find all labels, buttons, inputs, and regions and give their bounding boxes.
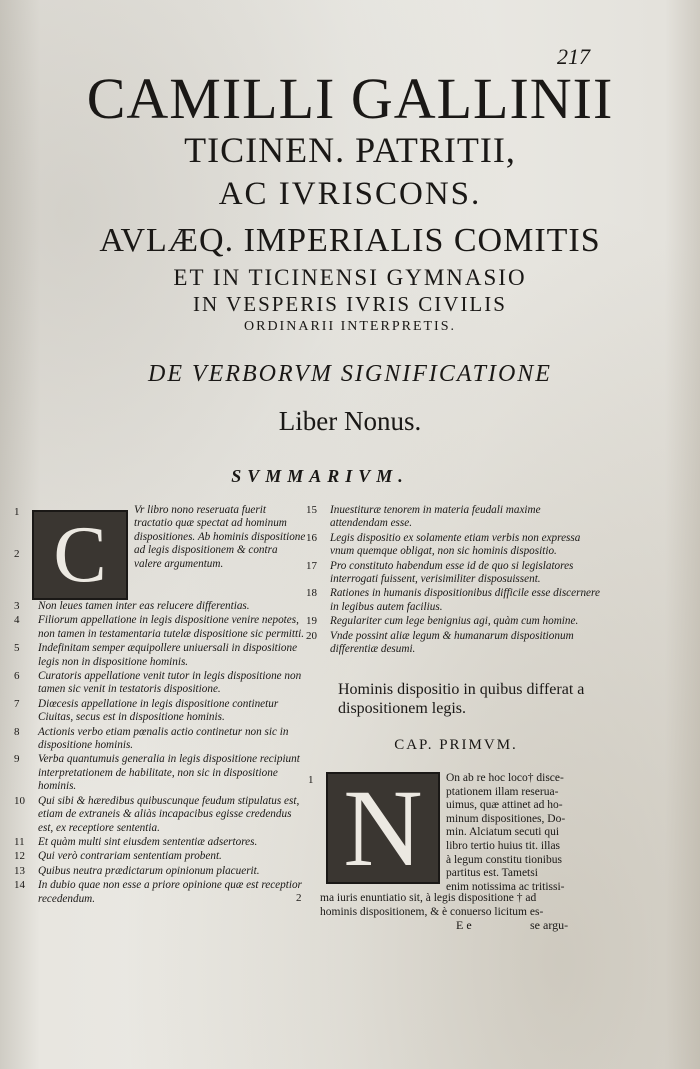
summary-item xyxy=(14,879,306,906)
summary-item xyxy=(306,630,600,657)
summary-text: In dubio quae non esse a priore opinione quæ est receptior recedendum. xyxy=(38,879,302,905)
title-origin: TICINEN. PATRITII, xyxy=(184,130,516,170)
summary-item xyxy=(14,865,306,878)
summary-number: 14 xyxy=(14,879,25,892)
work-subtitle: DE VERBORVM SIGNIFICATIONE xyxy=(148,361,552,387)
title-rank: AVLÆQ. IMPERIALIS COMITIS xyxy=(99,222,601,259)
summary-number: 1 xyxy=(14,506,20,518)
body-text-beside-initial xyxy=(446,772,600,894)
summary-heading: SVMMARIVM. xyxy=(231,466,409,486)
section-heading: Hominis dispositio in quibus differat a dispositionem legis. xyxy=(338,681,585,717)
text-line: min. Alciatum secuti qui xyxy=(446,826,560,839)
summary-text: Pro constituto habendum esse id de quo si legislatores interrogati fuissent, verisimiliter disposuissent. xyxy=(330,559,574,586)
text-line: partitus est. Tametsi xyxy=(446,867,538,880)
title-gymnasium: ET IN TICINENSI GYMNASIO xyxy=(173,265,527,290)
summary-number: 11 xyxy=(14,835,25,848)
summary-item xyxy=(306,504,600,531)
summary-text: Qui verò contrariam sententiam probent. xyxy=(38,850,222,863)
summary-number: 17 xyxy=(306,559,317,572)
summary-text: Quibus neutra prædictarum opinionum placuerit. xyxy=(38,864,260,877)
summary-number: 16 xyxy=(306,531,317,544)
summary-number: 4 xyxy=(14,614,20,627)
summary-text: Non leues tamen inter eas relucere differentias. xyxy=(38,600,250,612)
summary-left-column xyxy=(14,504,306,907)
summary-text: Inuestituræ tenorem in materia feudali maxime attendendam esse. xyxy=(330,504,541,530)
summary-item xyxy=(306,587,600,614)
summary-text: Et quàm multi sint eiusdem sententiæ adsertores. xyxy=(38,835,258,848)
summary-number: 8 xyxy=(14,725,20,738)
summary-left-list xyxy=(14,600,306,906)
ornamental-initial-c: C xyxy=(32,510,128,600)
text-line: libro tertio huius tit. illas xyxy=(446,839,561,852)
summary-text: Curatoris appellatione venit tutor in legis dispositione non tamen sic venit in testatoris dispositione. xyxy=(38,670,302,696)
text-line: ma iuris enuntiatio sit, à legis dispositione † ad xyxy=(320,892,537,904)
text-line: enim notissima ac tritissi- xyxy=(446,880,565,893)
summary-left-top xyxy=(14,504,306,600)
summary-right-list xyxy=(306,504,600,656)
summary-item xyxy=(306,615,600,628)
summary-number: 10 xyxy=(14,794,25,807)
chapter-body xyxy=(296,766,606,938)
summary-text: Rationes in humanis dispositionibus difficile esse discernere in legibus autem facilius. xyxy=(330,587,600,613)
summary-item xyxy=(306,560,600,587)
margin-number: 2 xyxy=(296,892,302,904)
summary-item xyxy=(14,726,306,753)
summary-text: Filiorum appellatione in legis dispositione venire nepotes, non tamen in testamentaria tutelæ dispositione sic permitti. xyxy=(38,614,304,640)
summary-number: 19 xyxy=(306,615,317,628)
summary-item xyxy=(14,614,306,641)
summary-number: 6 xyxy=(14,670,20,683)
title-interpreter: ORDINARII INTERPRETIS. xyxy=(244,319,456,334)
title-author: CAMILLI GALLINII xyxy=(86,66,614,131)
text-line: uimus, quæ attinet ad ho- xyxy=(446,799,563,812)
summary-number: 18 xyxy=(306,587,317,600)
catchword: se argu- xyxy=(530,918,569,932)
title-vespers: IN VESPERIS IVRIS CIVILIS xyxy=(193,292,507,316)
summary-item xyxy=(14,850,306,863)
page-number: 217 xyxy=(557,44,590,69)
summary-number: 5 xyxy=(14,642,20,655)
summary-item xyxy=(14,836,306,849)
text-line: hominis dispositionem, & è conuerso licitum es- xyxy=(320,905,544,918)
summary-number: 3 xyxy=(14,600,20,612)
summary-item xyxy=(14,642,306,669)
summary-text: Regulariter cum lege benignius agi, quàm cum homine. xyxy=(330,615,579,628)
margin-number: 1 xyxy=(308,774,314,786)
text-line: On ab re hoc loco† disce- xyxy=(446,772,564,784)
title-profession: AC IVRISCONS. xyxy=(218,176,482,212)
summary-number: 20 xyxy=(306,629,317,642)
summary-item xyxy=(14,753,306,793)
text-line: ptationem illam reserua- xyxy=(446,785,559,798)
text-line: à legum constitu tionibus xyxy=(446,853,562,866)
summary-text: Verba quantumuis generalia in legis dispositione recipiunt interpretationem de habilitate, non sic in dispositione hominis. xyxy=(38,753,300,793)
summary-number: 9 xyxy=(14,753,20,766)
summary-right-column xyxy=(306,504,600,657)
summary-text: Qui sibi & hæredibus quibuscunque feudum stipulatus est, etiam de extraneis & aliàs incapacibus egisse credendus est, ex receptiore sententia. xyxy=(38,794,300,834)
summary-item xyxy=(14,600,306,613)
summary-number: 2 xyxy=(14,548,20,560)
chapter-heading: CAP. PRIMVM. xyxy=(394,737,518,753)
book-label: Liber Nonus. xyxy=(278,406,422,436)
summary-number: 12 xyxy=(14,850,25,863)
text-line: minum dispositiones, Do- xyxy=(446,812,566,825)
ornamental-initial-n: N xyxy=(326,772,440,884)
summary-text: Vnde possint aliæ legum & humanarum dispositionum differentiæ desumi. xyxy=(330,629,574,656)
summary-text: Legis dispositio ex solamente etiam verbis non expressa vnum quemque obligat, non sic hominis dispositio. xyxy=(330,531,581,558)
summary-item xyxy=(14,698,306,725)
summary-text: Diœcesis appellatione in legis dispositione continetur Ciuitas, secus est in dispositione hominis. xyxy=(38,697,279,724)
summary-text: Actionis verbo etiam pœnalis actio continetur non sic in dispositione hominis. xyxy=(38,725,289,752)
body-text xyxy=(320,892,600,919)
summary-text: Indefinitam semper æquipollere uniuersali in dispositione legis non in dispositione hominis. xyxy=(38,642,298,668)
summary-number: 15 xyxy=(306,504,317,516)
summary-item xyxy=(14,670,306,697)
summary-number: 13 xyxy=(14,864,25,877)
summary-item xyxy=(306,532,600,559)
summary-text: Vr libro nono reseruata fuerit tractatio quæ spectat ad hominum dispositiones. Ab hominis dispositione ad legis dispositionem & contra valere argumentum. xyxy=(134,504,306,570)
summary-item xyxy=(14,795,306,835)
signature-mark: E e xyxy=(456,918,472,932)
summary-number: 7 xyxy=(14,697,20,710)
